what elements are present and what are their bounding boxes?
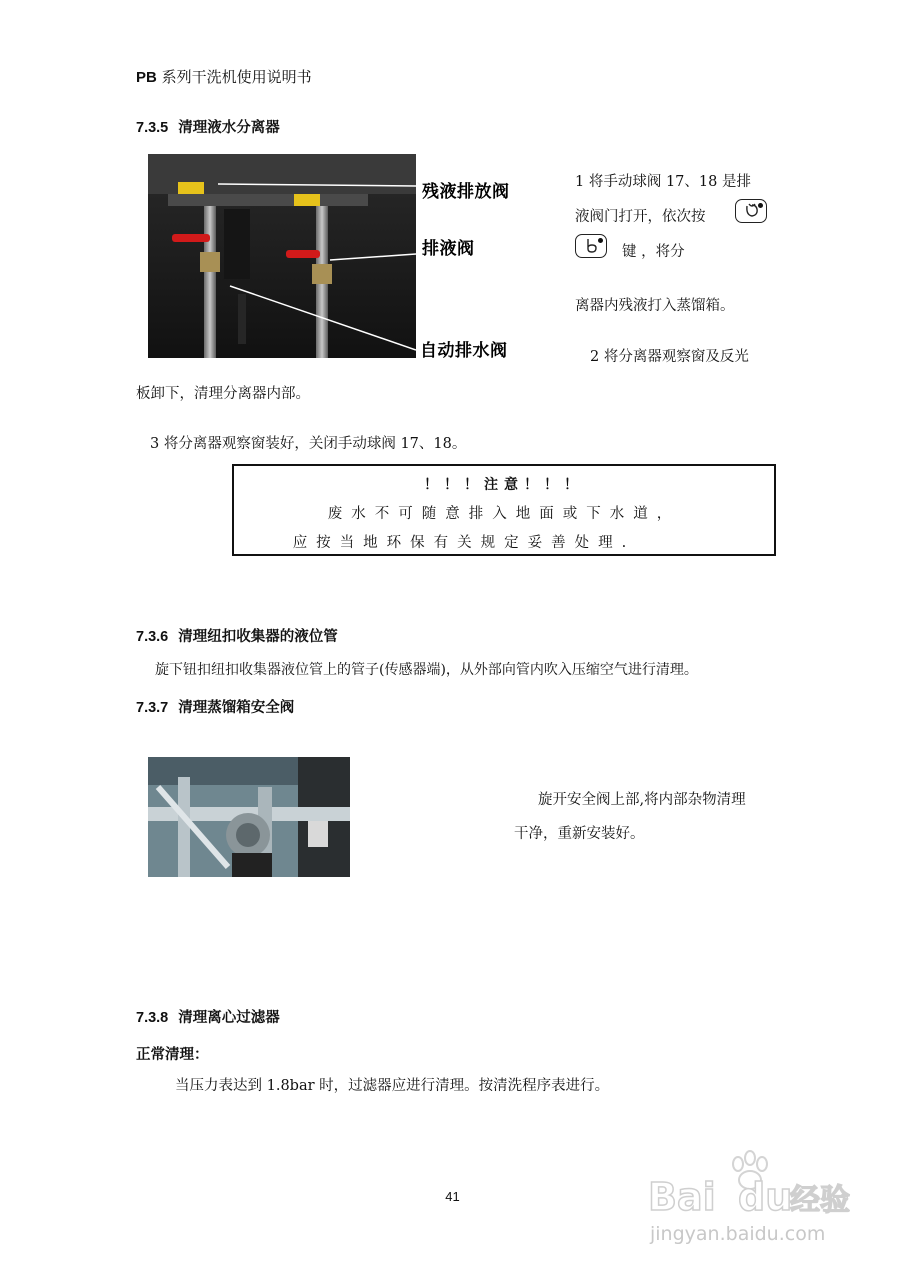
step1-line-a: 1 将手动球阀 17、18 是排: [575, 174, 751, 190]
callout-residue-valve: 残液排放阀: [422, 182, 510, 202]
page-number: 41: [445, 1189, 460, 1204]
step2-line-b: 板卸下，清理分离器内部。: [136, 386, 310, 402]
section-number: 7.3.7: [136, 700, 169, 716]
section-7-3-6-title: [136, 625, 338, 646]
notice-heading: ！！！注意！！！: [424, 477, 584, 493]
section-7-3-8-title: [136, 1006, 280, 1027]
svg-text:du: du: [738, 1175, 793, 1219]
section-7-3-7-title: [136, 696, 294, 717]
callout-drain-valve: 排液阀: [422, 239, 475, 259]
step1-line-c: 键 ，将分: [622, 244, 685, 260]
step2-line-a: 2 将分离器观察窗及反光: [590, 349, 749, 365]
section-title-text: 清理液水分离器: [178, 119, 280, 136]
svg-text:经验: 经验: [790, 1183, 850, 1218]
section-number: 7.3.8: [136, 1010, 169, 1026]
section-7-3-8-body: 当压力表达到 1.8bar 时，过滤器应进行清理。按清洗程序表进行。: [175, 1078, 610, 1094]
callout-auto-drain-valve: 自动排水阀: [420, 341, 508, 361]
svg-text:jingyan.baidu.com: jingyan.baidu.com: [650, 1223, 826, 1245]
svg-text:Bai: Bai: [648, 1175, 716, 1219]
document-header: [136, 66, 312, 87]
section-number: 7.3.5: [136, 120, 169, 136]
normal-cleaning-subhead: 正常清理：: [136, 1046, 209, 1063]
key-icon-2: [575, 234, 607, 258]
section-7-3-7-body-a: 旋开安全阀上部,将内部杂物清理: [538, 792, 746, 808]
section-7-3-7-body-b: 干净，重新安装好。: [514, 826, 645, 842]
section-title-text: 清理离心过滤器: [178, 1009, 280, 1026]
series-label: PB: [136, 69, 157, 86]
step1-line-d: 离器内残液打入蒸馏箱。: [575, 298, 735, 314]
manual-title: 系列干洗机使用说明书: [156, 68, 312, 86]
step1-line-b: 液阀门打开，依次按: [575, 209, 706, 225]
section-title-text: 清理纽扣收集器的液位管: [178, 628, 338, 645]
section-number: 7.3.6: [136, 629, 169, 645]
section-7-3-6-body: 旋下钮扣纽扣收集器液位管上的管子(传感器端)，从外部向管内吹入压缩空气进行清理。: [155, 662, 698, 678]
section-title-text: 清理蒸馏箱安全阀: [178, 699, 295, 716]
key-icon-1: [735, 199, 767, 223]
step3: 3 将分离器观察窗装好，关闭手动球阀 17、18。: [150, 436, 467, 452]
notice-line-1: 废水不可随意排入地面或下水道，: [327, 506, 681, 522]
section-7-3-5-title: [136, 116, 280, 137]
warning-notice-box: [232, 464, 776, 556]
baidu-jingyan-watermark: [640, 1150, 890, 1250]
safety-valve-photo: [148, 757, 350, 877]
separator-valves-photo: [148, 154, 416, 358]
notice-line-2: 应按当地环保有关规定妥善处理.: [292, 535, 636, 551]
